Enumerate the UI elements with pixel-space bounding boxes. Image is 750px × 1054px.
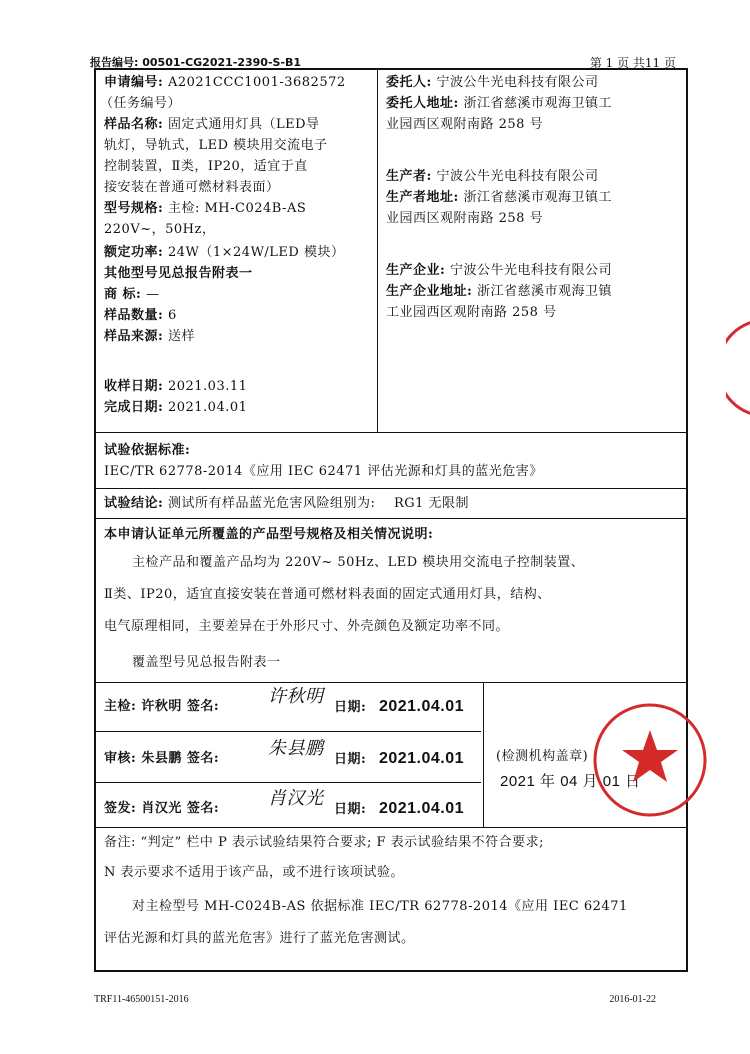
divider — [96, 782, 481, 783]
remark-line: 评估光源和灯具的蓝光危害》进行了蓝光危害测试。 — [104, 931, 415, 946]
column-divider — [483, 682, 484, 827]
coverage-title: 本申请认证单元所覆盖的产品型号规格及相关情况说明: — [104, 527, 434, 542]
inspector-signature: 许秋明 — [268, 686, 324, 707]
producer-row — [386, 166, 598, 187]
conclusion-value: 测试所有样品蓝光危害风险组别为: — [167, 496, 376, 511]
sample-name-label: 样品名称: — [104, 117, 164, 132]
date-value: 2021.04.01 — [378, 698, 465, 715]
inspector-date-row — [334, 696, 464, 718]
brand-row — [104, 284, 159, 305]
quantity-label: 样品数量: — [104, 308, 164, 323]
quantity-value: 6 — [167, 308, 177, 323]
factory-addr-row — [386, 281, 612, 302]
footer-form-id: TRF11-46500151-2016 — [94, 994, 189, 1005]
coverage-line: Ⅱ类、IP20，适宜直接安装在普通可燃材料表面的固定式通用灯具，结构、 — [104, 587, 551, 602]
column-divider — [377, 70, 378, 432]
remark-line: 对主检型号 MH-C024B-AS 依据标准 IEC/TR 62778-2014《应用 IEC 62471 — [132, 899, 628, 914]
client-row — [386, 72, 598, 93]
institution-date: 2021 年 04 月 01 日 — [500, 773, 641, 790]
producer-addr-row — [386, 187, 612, 208]
received-value: 2021.03.11 — [167, 379, 248, 394]
client-addr-value: 浙江省慈溪市观海卫镇工 — [463, 96, 612, 111]
received-row — [104, 376, 247, 397]
task-no: （任务编号） — [100, 96, 182, 111]
power-label: 额定功率: — [104, 245, 164, 260]
date-label: 日期: — [334, 752, 367, 767]
coverage-line: 主检产品和覆盖产品均为 220V~ 50Hz、LED 模块用交流电子控制装置、 — [132, 555, 585, 570]
coverage-note: 覆盖型号见总报告附表一 — [132, 655, 281, 670]
app-no-row — [104, 72, 346, 93]
divider — [96, 682, 686, 683]
model-label: 型号规格: — [104, 201, 164, 216]
divider — [96, 432, 686, 433]
client-addr-row — [386, 93, 612, 114]
conclusion-row — [104, 493, 469, 514]
power-value: 24W（1×24W/LED 模块） — [167, 245, 345, 260]
sample-name-line: 控制装置，Ⅱ类，IP20，适宜于直 — [104, 159, 308, 174]
app-no-label: 申请编号: — [104, 75, 164, 90]
coverage-line: 电气原理相同，主要差异在于外形尺寸、外壳颜色及额定功率不同。 — [104, 619, 510, 634]
date-label: 日期: — [334, 802, 367, 817]
producer-label: 生产者: — [386, 169, 432, 184]
side-seal-fragment-icon — [726, 318, 750, 418]
client-addr-label: 委托人地址: — [386, 96, 459, 111]
approver-date-row — [334, 798, 464, 820]
producer-addr-label: 生产者地址: — [386, 190, 459, 205]
factory-row — [386, 260, 612, 281]
source-label: 样品来源: — [104, 329, 164, 344]
model-row — [104, 198, 306, 219]
power-row — [104, 242, 344, 263]
brand-label: 商 标: — [104, 287, 142, 302]
report-frame — [94, 68, 688, 972]
completed-row — [104, 397, 247, 418]
reviewer-date-row — [334, 748, 464, 770]
reviewer-row — [104, 748, 219, 769]
factory-addr-value: 浙江省慈溪市观海卫镇 — [476, 284, 612, 299]
producer-addr-line2: 业园西区观附南路 258 号 — [386, 211, 544, 226]
app-no-value: A2021CCC1001-3682572 — [167, 75, 346, 90]
source-row — [104, 326, 195, 347]
inspector-row — [104, 696, 219, 717]
date-label: 日期: — [334, 700, 367, 715]
quantity-row — [104, 305, 177, 326]
factory-value: 宁波公牛光电科技有限公司 — [449, 263, 612, 278]
reviewer-label: 审核: 朱县鹏 签名: — [104, 751, 220, 766]
producer-addr-value: 浙江省慈溪市观海卫镇工 — [463, 190, 612, 205]
reviewer-signature: 朱县鹏 — [268, 738, 324, 759]
completed-label: 完成日期: — [104, 400, 164, 415]
divider — [96, 518, 686, 519]
footer-date: 2016-01-22 — [609, 994, 656, 1005]
client-addr-line2: 业园西区观附南路 258 号 — [386, 117, 544, 132]
factory-addr-label: 生产企业地址: — [386, 284, 473, 299]
approver-label: 签发: 肖汉光 签名: — [104, 801, 220, 816]
sample-name-line: 固定式通用灯具（LED导 — [167, 117, 320, 132]
date-value: 2021.04.01 — [378, 750, 465, 767]
remark-line: N 表示要求不适用于该产品，或不进行该项试验。 — [104, 865, 405, 880]
sample-name-row — [104, 114, 320, 135]
factory-addr-line2: 工业园西区观附南路 258 号 — [386, 305, 557, 320]
producer-value: 宁波公牛光电科技有限公司 — [436, 169, 599, 184]
client-label: 委托人: — [386, 75, 432, 90]
report-header-left: 报告编号: 00501-CG2021-2390-S-B1 — [90, 56, 302, 69]
standard-label: 试验依据标准: — [104, 443, 191, 458]
brand-value: — — [145, 287, 160, 302]
risk-group: RG1 无限制 — [393, 496, 470, 511]
approver-signature: 肖汉光 — [268, 788, 324, 809]
divider — [96, 827, 686, 828]
approver-row — [104, 798, 219, 819]
remark-line: 备注: “判定” 栏中 P 表示试验结果符合要求; F 表示试验结果不符合要求; — [104, 835, 544, 850]
source-value: 送样 — [167, 329, 195, 344]
institution-stamp-label: (检测机构盖章) — [496, 749, 589, 764]
rating-value: 220V~，50Hz， — [104, 222, 216, 237]
other-models: 其他型号见总报告附表一 — [104, 266, 253, 281]
inspection-seal-icon — [590, 700, 710, 820]
divider — [96, 488, 686, 489]
received-label: 收样日期: — [104, 379, 164, 394]
model-value: 主检: MH-C024B-AS — [167, 201, 307, 216]
client-value: 宁波公牛光电科技有限公司 — [436, 75, 599, 90]
page-indicator: 第 1 页 共11 页 — [589, 56, 676, 70]
inspector-label: 主检: 许秋明 签名: — [104, 699, 220, 714]
conclusion-label: 试验结论: — [104, 496, 164, 511]
factory-label: 生产企业: — [386, 263, 446, 278]
sample-name-line: 接安装在普通可燃材料表面） — [104, 180, 280, 195]
standard-value: IEC/TR 62778-2014《应用 IEC 62471 评估光源和灯具的蓝光危害》 — [104, 464, 543, 479]
divider — [96, 731, 481, 732]
sample-name-line: 轨灯，导轨式，LED 模块用交流电子 — [104, 138, 328, 153]
completed-value: 2021.04.01 — [167, 400, 248, 415]
date-value: 2021.04.01 — [378, 800, 465, 817]
